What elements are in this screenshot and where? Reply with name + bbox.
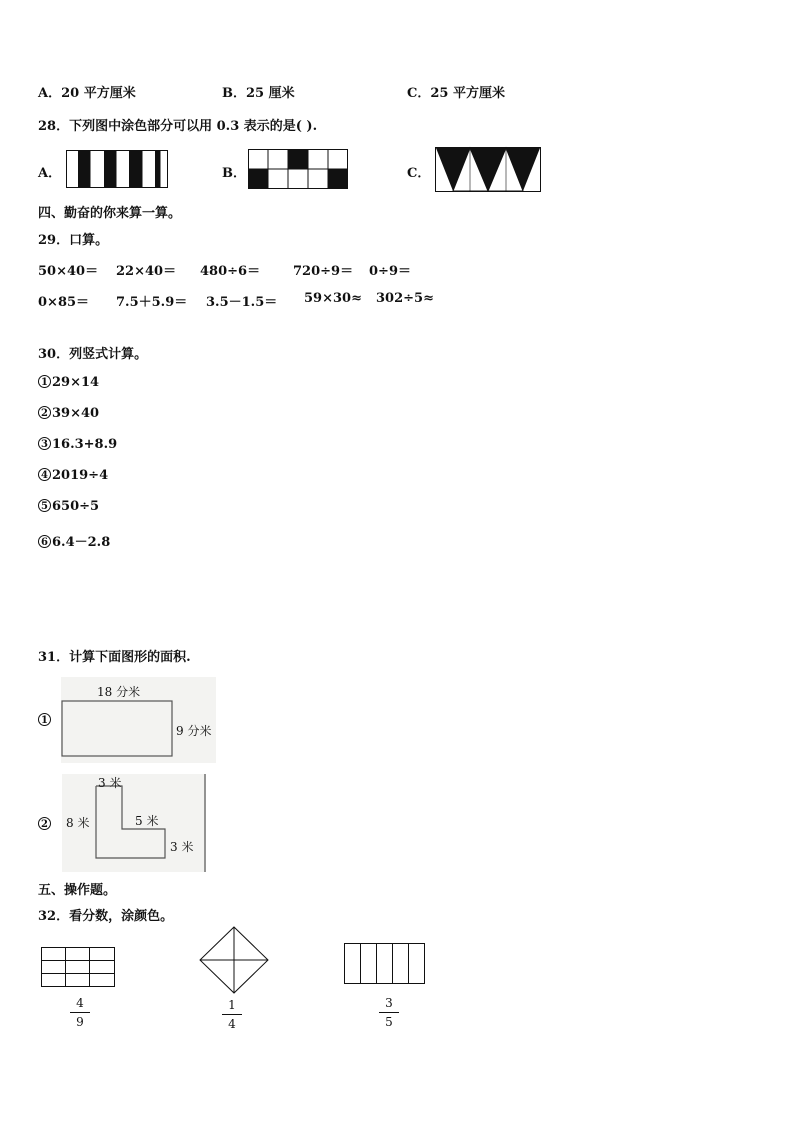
- section-4-title: 四、勤奋的你来算一算。: [38, 206, 182, 221]
- mental-calc-1: 50×40＝: [38, 264, 99, 279]
- fraction-3-5: 3 5: [379, 996, 399, 1029]
- vertical-calc-4: 4 2019÷4: [38, 468, 108, 483]
- mental-calc-6: 0×85＝: [38, 295, 90, 310]
- stripe-figure-a: [66, 150, 168, 188]
- rect-width-label: 18 分米: [97, 685, 141, 699]
- vertical-calc-3: 3 16.3+8.9: [38, 437, 117, 452]
- option-c-q27: C．25 平方厘米: [407, 86, 505, 101]
- mental-calc-5: 0÷9＝: [369, 264, 411, 279]
- figure-2-marker: 2: [38, 817, 52, 832]
- circled-number: 6: [38, 535, 51, 548]
- section-5-title: 五、操作题。: [38, 883, 117, 898]
- fraction-4-9: 4 9: [70, 996, 90, 1029]
- l-shape-right-label: 3 米: [170, 840, 194, 854]
- option-c-label: C．: [407, 166, 431, 181]
- l-shape-left-label: 8 米: [66, 816, 90, 830]
- option-b-q27: B．25 厘米: [222, 86, 295, 101]
- mental-calc-9: 59×30≈: [304, 291, 362, 306]
- question-28: 28．下列图中涂色部分可以用 0.3 表示的是( ).: [38, 119, 318, 134]
- circled-number: 2: [38, 406, 51, 419]
- fraction-1-4: 1 4: [222, 998, 242, 1031]
- mental-calc-3: 480÷6＝: [200, 264, 261, 279]
- circled-number: 1: [38, 375, 51, 388]
- option-a-label: A．: [38, 166, 62, 181]
- vertical-calc-5: 5 650÷5: [38, 499, 99, 514]
- l-shape-middle-label: 5 米: [135, 814, 159, 828]
- mental-calc-2: 22×40＝: [116, 264, 177, 279]
- option-a-q27: A．20 平方厘米: [38, 86, 136, 101]
- mental-calc-4: 720÷9＝: [293, 264, 354, 279]
- question-31-title: 31．计算下面图形的面积.: [38, 650, 191, 665]
- triangle-figure-c: [435, 147, 541, 192]
- l-shape-top-label: 3 米: [98, 776, 122, 790]
- mental-calc-10: 302÷5≈: [376, 291, 434, 306]
- vertical-calc-6: 6 6.4－2.8: [38, 531, 110, 550]
- mental-calc-7: 7.5＋5.9＝: [116, 295, 188, 310]
- circled-number: 3: [38, 437, 51, 450]
- vertical-calc-2: 2 39×40: [38, 406, 99, 421]
- circled-number: 5: [38, 499, 51, 512]
- question-32-title: 32．看分数，涂颜色。: [38, 909, 174, 924]
- mental-calc-8: 3.5－1.5＝: [206, 295, 278, 310]
- l-shape-figure: [62, 774, 206, 872]
- figure-1-marker: 1: [38, 713, 52, 728]
- diamond-figure: [199, 926, 269, 994]
- five-column-figure: [344, 943, 425, 984]
- vertical-calc-1: 1 29×14: [38, 375, 99, 390]
- grid-3x3-figure: [41, 947, 115, 987]
- question-29-title: 29．口算。: [38, 233, 109, 248]
- rect-height-label: 9 分米: [176, 724, 212, 738]
- circled-number: 4: [38, 468, 51, 481]
- question-30-title: 30．列竖式计算。: [38, 347, 148, 362]
- rectangle-figure: [61, 677, 216, 763]
- option-b-label: B．: [222, 166, 246, 181]
- grid-figure-b: [248, 149, 348, 189]
